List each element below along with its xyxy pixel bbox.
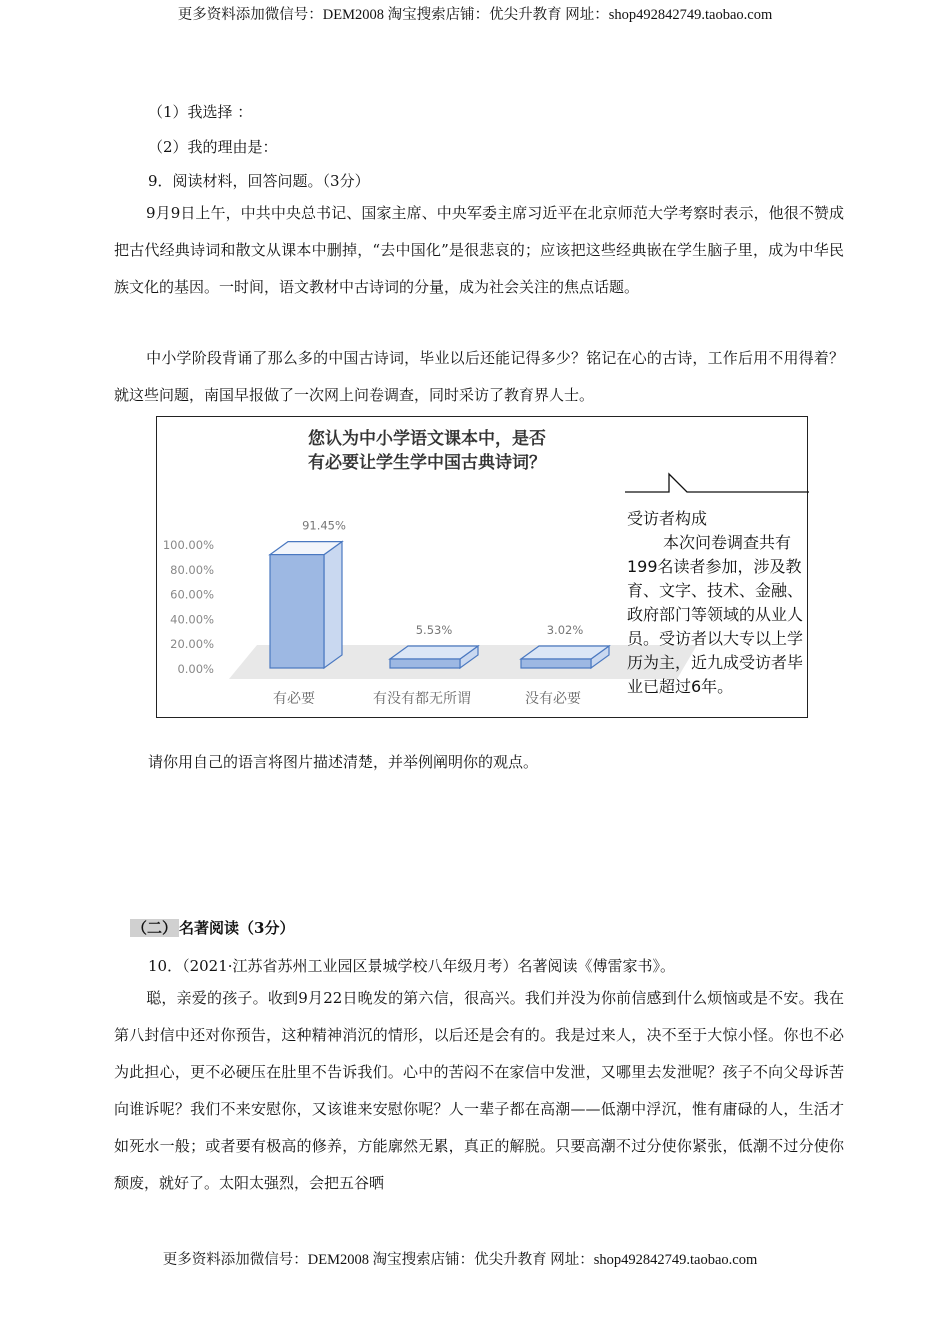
q10-paragraph <box>114 980 844 1202</box>
q9-paragraph-2 <box>114 340 844 414</box>
q9-prompt: 请你用自己的语言将图片描述清楚，并举例阐明你的观点。 <box>148 753 539 771</box>
section-title <box>130 917 294 938</box>
bar <box>521 646 609 668</box>
section-heading: 名著阅读（3分） <box>179 919 295 937</box>
q9-paragraph-2-text: 中小学阶段背诵了那么多的中国古诗词，毕业以后还能记得多少？铭记在心的古诗，工作后用不用得着？就这些问题，南国早报做了一次网上问卷调查，同时采访了教育界人士。 <box>114 349 844 404</box>
bar-value-label: 3.02% <box>546 623 584 637</box>
y-tick-label: 80.00% <box>170 562 214 577</box>
callout-body-text: 本次问卷调查共有199名读者参加，涉及教育、文字、技术、金融、政府部门等领域的从业人员。受访者以大专以上学历为主，近九成受访者毕业已超过6年。 <box>627 533 804 696</box>
callout-heading: 受访者构成 <box>627 509 708 528</box>
category-label: 没有必要 <box>525 691 581 707</box>
q8-choice: （1）我选择 ： <box>148 103 253 121</box>
y-tick-label: 60.00% <box>170 587 214 602</box>
bar-front <box>521 659 591 668</box>
bar-value-label: 5.53% <box>415 623 453 637</box>
page-header: 更多资料添加微信号：DEM2008 淘宝搜索店铺：优尖升教育 网址：shop492842749.taobao.com <box>177 7 773 23</box>
bar-side <box>324 542 342 668</box>
chart-bars <box>270 542 609 668</box>
callout-body <box>627 531 807 699</box>
bar-front <box>270 555 324 668</box>
bar-value-label: 91.45% <box>302 518 346 533</box>
chart-title <box>277 427 577 475</box>
category-label: 有没有都无所谓 <box>373 691 471 707</box>
y-tick-label: 100.00% <box>162 538 214 552</box>
survey-chart <box>156 416 808 718</box>
bar-front <box>390 659 460 668</box>
q9-title: 9．阅读材料，回答问题。（3分） <box>148 172 370 190</box>
q10-paragraph-text: 聪，亲爱的孩子。收到9月22日晚发的第六信，很高兴。我们并没为你前信感到什么烦恼或是不安。我在第八封信中还对你预告，这种精神消沉的情形，以后还是会有的。我是过来人，决不至于大惊小怪。你也不必为此担心，更不必硬压在肚里不告诉我们。心中的苦闷不在家信中发泄，又哪里去发泄呢？孩子不向父母诉苦向谁诉呢？我们不来安慰你，又该谁来安慰你呢？人一辈子都在高潮——低潮中浮沉，惟有庸碌的人，生活才如死水一般；或者要有极高的修养，方能廓然无累，真正的解脱。只要高潮不过分使你紧张，低潮不过分使你颓废，就好了。太阳太强烈，会把五谷晒 <box>114 989 844 1192</box>
y-tick-label: 20.00% <box>170 637 214 652</box>
q10-title: 10．（2021·江苏省苏州工业园区景城学校八年级月考）名著阅读《傅雷家书》。 <box>148 957 676 975</box>
section-label: （二） <box>132 919 178 937</box>
q8-reason: （2）我的理由是： <box>148 138 278 156</box>
y-tick-label: 0.00% <box>177 662 214 676</box>
chart-title-line-2: 有必要让学生学中国古典诗词？ <box>308 453 546 473</box>
bar <box>390 646 478 668</box>
y-tick-label: 40.00% <box>170 612 214 627</box>
y-axis-ticks <box>163 538 214 676</box>
q9-paragraph-1 <box>114 195 844 306</box>
chart-title-line-1: 您认为中小学语文课本中，是否 <box>308 429 546 449</box>
respondents-callout <box>627 507 807 699</box>
page-footer: 更多资料添加微信号：DEM2008 淘宝搜索店铺：优尖升教育 网址：shop492842749.taobao.com <box>162 1252 758 1268</box>
callout-pointer <box>625 474 809 492</box>
q9-paragraph-1-text: 9月9日上午，中共中央总书记、国家主席、中央军委主席习近平在北京师范大学考察时表示，他很不赞成把古代经典诗词和散文从课本中删掉，“去中国化”是很悲哀的；应该把这些经典嵌在学生脑子里，成为中华民族文化的基因。一时间，语文教材中古诗词的分量，成为社会关注的焦点话题。 <box>114 204 844 296</box>
category-label: 有必要 <box>273 691 315 707</box>
bar <box>270 542 342 668</box>
